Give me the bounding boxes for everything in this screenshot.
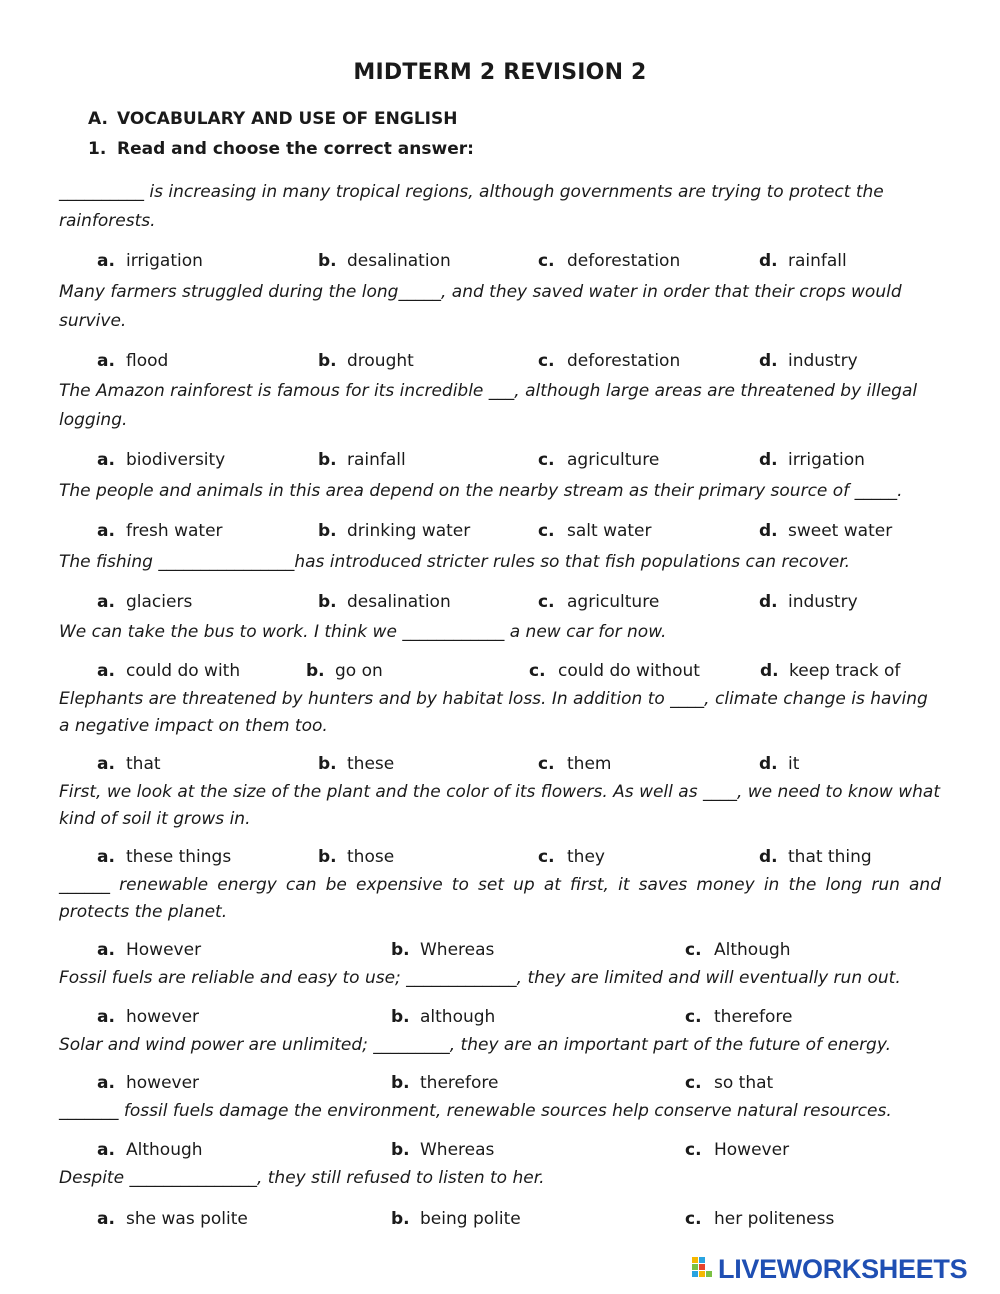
page-title: MIDTERM 2 REVISION 2 bbox=[353, 60, 647, 85]
answer-option[interactable]: a. biodiversity bbox=[97, 450, 226, 470]
answer-option[interactable]: b. those bbox=[318, 847, 395, 867]
answer-option[interactable]: d. sweet water bbox=[759, 521, 893, 541]
question-text: The people and animals in this area depend on the nearby stream as their primary source of _____. bbox=[59, 481, 903, 501]
answer-option[interactable]: b. go on bbox=[306, 661, 383, 681]
answer-option[interactable]: a. that bbox=[97, 754, 161, 774]
section-number: A. bbox=[88, 109, 108, 129]
answer-options bbox=[0, 754, 1000, 778]
answer-option[interactable]: a. however bbox=[97, 1073, 200, 1093]
answer-option[interactable]: d. industry bbox=[759, 592, 858, 612]
answer-options bbox=[0, 351, 1000, 375]
answer-option[interactable]: c. could do without bbox=[529, 661, 700, 681]
answer-options bbox=[0, 251, 1000, 275]
question-text: The Amazon rainforest is famous for its incredible ___, although large areas are threatened by illegal logging. bbox=[59, 381, 918, 430]
answer-option[interactable]: d. keep track of bbox=[760, 661, 901, 681]
answer-option[interactable]: d. it bbox=[759, 754, 800, 774]
answer-option[interactable]: b. being polite bbox=[391, 1209, 521, 1229]
answer-option[interactable]: b. Whereas bbox=[391, 940, 495, 960]
answer-options bbox=[0, 521, 1000, 545]
section-heading bbox=[88, 109, 457, 129]
answer-option[interactable]: b. desalination bbox=[318, 251, 451, 271]
answer-options bbox=[0, 1007, 1000, 1031]
answer-option[interactable]: b. these bbox=[318, 754, 395, 774]
answer-option[interactable]: c. deforestation bbox=[538, 251, 681, 271]
answer-option[interactable]: d. irrigation bbox=[759, 450, 865, 470]
answer-options bbox=[0, 450, 1000, 474]
question-text: Fossil fuels are reliable and easy to use; _____________, they are limited and will eventually run out. bbox=[59, 968, 901, 988]
question-text: _______ fossil fuels damage the environment, renewable sources help conserve natural resources. bbox=[59, 1101, 892, 1121]
answer-option[interactable]: c. her politeness bbox=[685, 1209, 835, 1229]
answer-option[interactable]: b. therefore bbox=[391, 1073, 499, 1093]
answer-option[interactable]: d. that thing bbox=[759, 847, 872, 867]
answer-option[interactable]: c. salt water bbox=[538, 521, 652, 541]
answer-options bbox=[0, 592, 1000, 616]
question-text: We can take the bus to work. I think we ____________ a new car for now. bbox=[59, 622, 667, 642]
answer-option[interactable]: c. they bbox=[538, 847, 605, 867]
answer-option[interactable]: b. although bbox=[391, 1007, 496, 1027]
answer-option[interactable]: b. desalination bbox=[318, 592, 451, 612]
answer-option[interactable]: a. fresh water bbox=[97, 521, 223, 541]
answer-options bbox=[0, 847, 1000, 871]
answer-option[interactable]: a. glaciers bbox=[97, 592, 193, 612]
answer-option[interactable]: a. irrigation bbox=[97, 251, 203, 271]
answer-options bbox=[0, 1073, 1000, 1097]
answer-option[interactable]: c. so that bbox=[685, 1073, 774, 1093]
question-text: Solar and wind power are unlimited; _________, they are an important part of the future of energy. bbox=[59, 1035, 891, 1055]
question-text: Many farmers struggled during the long_____, and they saved water in order that their crops would survive. bbox=[59, 282, 902, 331]
answer-option[interactable]: c. deforestation bbox=[538, 351, 681, 371]
answer-option[interactable]: c. them bbox=[538, 754, 612, 774]
answer-option[interactable]: a. these things bbox=[97, 847, 232, 867]
answer-option[interactable]: a. flood bbox=[97, 351, 169, 371]
question-text: The fishing ________________has introduced stricter rules so that fish populations can recover. bbox=[59, 552, 851, 572]
answer-option[interactable]: d. rainfall bbox=[759, 251, 847, 271]
answer-option[interactable]: a. Although bbox=[97, 1140, 203, 1160]
answer-option[interactable]: a. however bbox=[97, 1007, 200, 1027]
question-text: ______ renewable energy can be expensive to set up at first, it saves money in the long run and protects the planet. bbox=[59, 875, 941, 922]
liveworksheets-blocks-icon bbox=[692, 1257, 714, 1281]
answer-option[interactable]: a. could do with bbox=[97, 661, 241, 681]
answer-option[interactable]: a. she was polite bbox=[97, 1209, 248, 1229]
answer-option[interactable]: c. agriculture bbox=[538, 450, 660, 470]
task-number: 1. bbox=[88, 139, 107, 159]
answer-options bbox=[0, 1140, 1000, 1164]
liveworksheets-logo[interactable] bbox=[692, 1254, 967, 1284]
answer-option[interactable]: a. However bbox=[97, 940, 202, 960]
question-text: First, we look at the size of the plant and the color of its flowers. As well as ____, we need to know what kind of soil it grows in. bbox=[59, 782, 940, 829]
answer-options bbox=[0, 1209, 1000, 1233]
answer-option[interactable]: b. drought bbox=[318, 351, 414, 371]
answer-option[interactable]: b. Whereas bbox=[391, 1140, 495, 1160]
question-text: Elephants are threatened by hunters and by habitat loss. In addition to ____, climate change is having a negative impact on them too. bbox=[59, 689, 928, 736]
question-text: __________ is increasing in many tropical regions, although governments are trying to protect the rainforests. bbox=[59, 182, 884, 231]
task-label: Read and choose the correct answer: bbox=[117, 139, 474, 159]
brand-name: LIVEWORKSHEETS bbox=[718, 1253, 968, 1284]
task-instruction bbox=[88, 139, 474, 159]
answer-option[interactable]: c. agriculture bbox=[538, 592, 660, 612]
answer-option[interactable]: c. Although bbox=[685, 940, 791, 960]
answer-options bbox=[0, 940, 1000, 964]
answer-options bbox=[0, 661, 1000, 685]
answer-option[interactable]: c. therefore bbox=[685, 1007, 793, 1027]
answer-option[interactable]: b. drinking water bbox=[318, 521, 471, 541]
answer-option[interactable]: b. rainfall bbox=[318, 450, 406, 470]
answer-option[interactable]: c. However bbox=[685, 1140, 790, 1160]
question-text: Despite _______________, they still refused to listen to her. bbox=[59, 1168, 545, 1188]
section-label: VOCABULARY AND USE OF ENGLISH bbox=[117, 109, 458, 129]
answer-option[interactable]: d. industry bbox=[759, 351, 858, 371]
